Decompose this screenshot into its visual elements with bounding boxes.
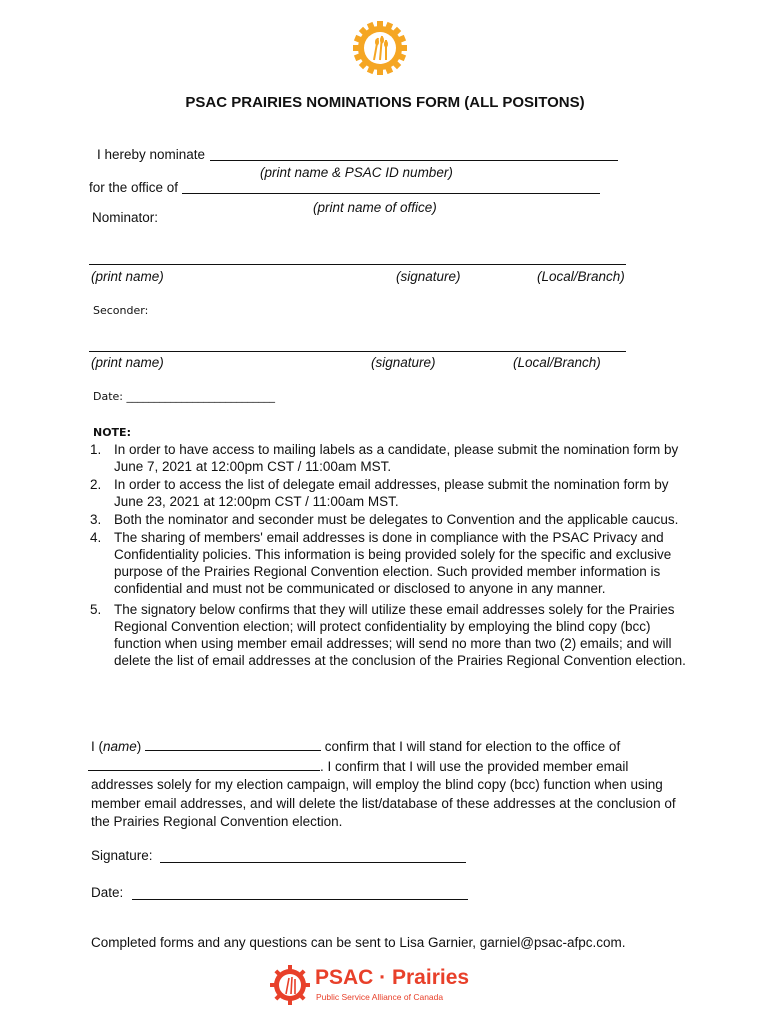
signature-label: Signature:	[91, 848, 153, 863]
note-item: 3. Both the nominator and seconder must be delegates to Convention and the applicable caucus.	[90, 512, 679, 527]
declaration-office-field[interactable]	[88, 757, 320, 771]
seconder-print-name: (print name)	[91, 355, 164, 370]
seconder-field[interactable]	[89, 351, 626, 352]
note-item: 2. In order to access the list of delegate email addresses, please submit the nomination form by June 23, 2021 at 12:00pm CST / 11:00am MST.	[90, 477, 669, 509]
office-field[interactable]	[182, 193, 600, 194]
footer-brand: PSAC · Prairies	[315, 966, 470, 989]
footer-tagline: Public Service Alliance of Canada	[316, 992, 444, 1002]
nominator-label: Nominator:	[92, 210, 159, 225]
date-field[interactable]: Date: ___________________________	[93, 390, 275, 403]
contact-text: Completed forms and any questions can be sent to Lisa Garnier, garniel@psac-afpc.com.	[91, 935, 626, 950]
declaration-paragraph: I (name) confirm that I will stand for election to the office of . I confirm that I will use the provided member email addresses solely for my election campaign, will employ the blind copy (bcc) function when using member email addresses, and will delete the list/database of these addresses at the conclusion of the Prairies Regional Convention election.	[91, 737, 691, 832]
note-item: 1. In order to have access to mailing labels as a candidate, please submit the nomination form by June 7, 2021 at 12:00pm CST / 11:00am MST.	[90, 442, 679, 474]
signoff-date-label: Date:	[91, 885, 124, 900]
nominate-label: I hereby nominate	[97, 147, 206, 162]
nominate-hint: (print name & PSAC ID number)	[260, 165, 453, 180]
notes-list	[80, 441, 692, 670]
page-title: PSAC PRAIRIES NOMINATIONS FORM (ALL POSITONS)	[185, 94, 585, 111]
nominee-name-field[interactable]	[210, 160, 618, 161]
office-hint: (print name of office)	[313, 200, 437, 215]
footer-gear-icon	[269, 964, 311, 1006]
nominator-local: (Local/Branch)	[537, 269, 625, 284]
seconder-signature: (signature)	[371, 355, 436, 370]
signature-field[interactable]	[160, 862, 466, 863]
footer-logo	[269, 964, 470, 1008]
seconder-label: Seconder:	[93, 304, 149, 317]
signoff-date-field[interactable]	[132, 899, 468, 900]
top-logo	[352, 20, 408, 76]
nominator-signature: (signature)	[396, 269, 461, 284]
nominator-field[interactable]	[89, 264, 626, 265]
note-item: 4. The sharing of members' email addresses is done in compliance with the PSAC Privacy and Confidentiality policies. This information is being provided solely for the specific and exclusive purpose of the Prairies Regional Convention election. Such provided member information is confidential and must not be communicated or disclosed to anyone in any manner.	[90, 530, 672, 596]
notes-heading: NOTE:	[93, 426, 131, 439]
nominator-print-name: (print name)	[91, 269, 164, 284]
declaration-name-field[interactable]	[145, 737, 321, 751]
note-item: 5. The signatory below confirms that they will utilize these email addresses solely for the Prairies Regional Convention election; will protect confidentiality by employing the blind copy (bcc) function when using member email addresses; will send no more than two (2) emails; and will delete the list of email addresses at the conclusion of the Prairies Regional Convention election.	[90, 602, 686, 668]
office-label: for the office of	[89, 180, 179, 195]
seconder-local: (Local/Branch)	[513, 355, 601, 370]
